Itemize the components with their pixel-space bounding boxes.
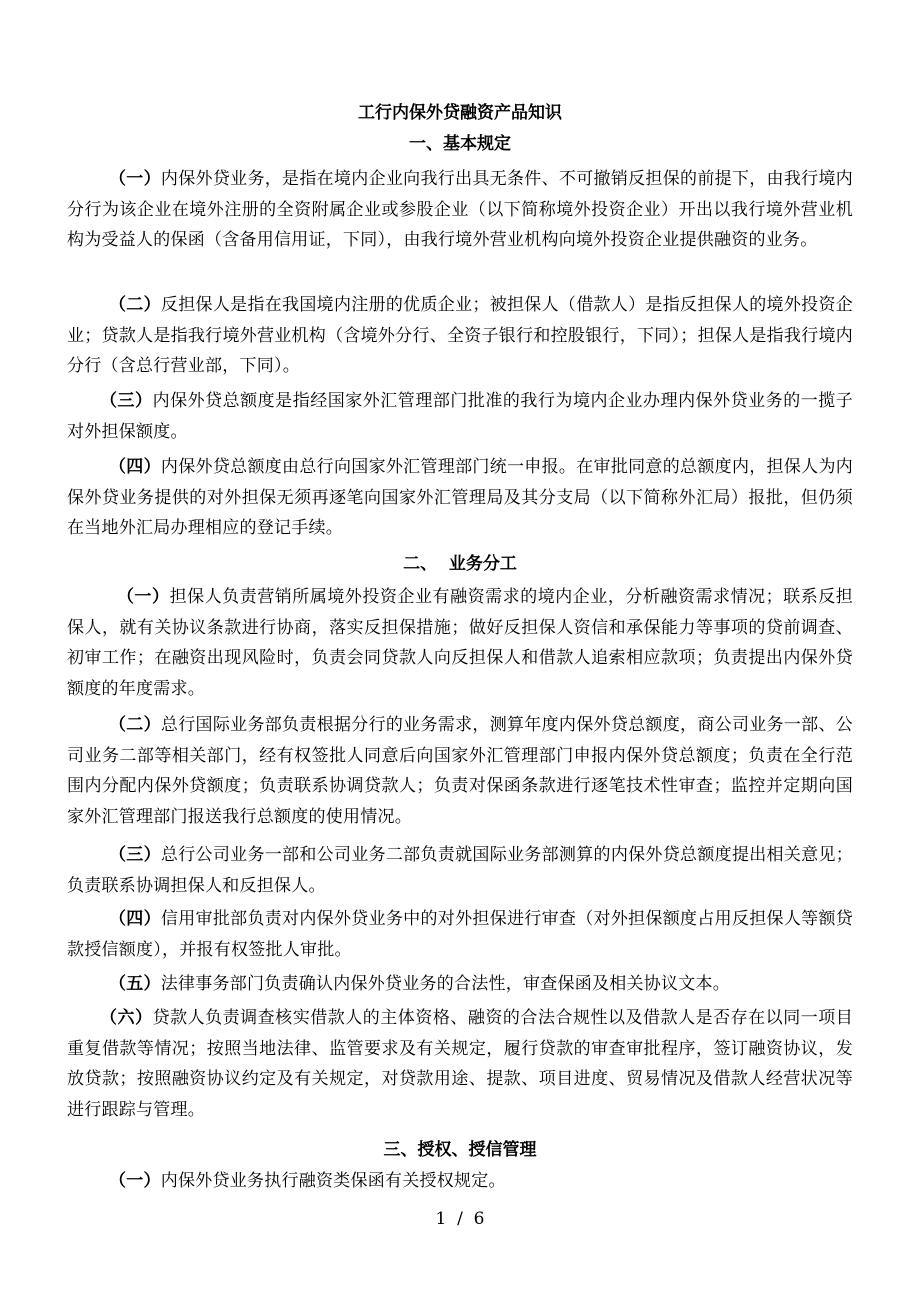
page-number: 1 / 6: [435, 1209, 485, 1229]
paragraph-number: （二）: [109, 715, 161, 735]
paragraph-text: 总行国际业务部负责根据分行的业务需求，测算年度内保外贷总额度，商公司业务一部、公司业务二部等相关部门，经有权签批人同意后向国家外汇管理部门申报内保外贷总额度；负责在全行范围内分配内保外贷额度；负责联系协调贷款人；负责对保函条款进行逐笔技术性审查；监控并定期向国家外汇管理部门报送我行总额度的使用情况。: [67, 715, 854, 827]
section-heading-3: 三、授权、授信管理: [383, 1140, 537, 1160]
paragraph-number: （一）: [109, 1171, 161, 1191]
paragraph: [67, 710, 853, 832]
paragraph-text: 内保外贷总额度是指经国家外汇管理部门批准的我行为境内企业办理内保外贷业务的一揽子对外担保额度。: [67, 391, 854, 442]
paragraph: [67, 164, 853, 256]
paragraph-number: （三）: [109, 845, 161, 865]
paragraph-number: （一）: [109, 169, 161, 189]
paragraph-number: （三）: [100, 391, 153, 411]
paragraph: [67, 290, 853, 382]
paragraph: [67, 840, 853, 901]
paragraph: [67, 452, 853, 544]
paragraph-text: 担保人负责营销所属境外投资企业有融资需求的境内企业，分析融资需求情况；联系反担保人，就有关协议条款进行协商，落实反担保措施；做好反担保人资信和承保能力等事项的贷前调查、初审工作；在融资出现风险时，负责会同贷款人向反担保人和借款人追索相应款项；负责提出内保外贷额度的年度需求。: [67, 587, 854, 699]
paragraph-text: 信用审批部负责对内保外贷业务中的对外担保进行审查（对外担保额度占用反担保人等额贷款授信额度），并报有权签批人审批。: [67, 909, 854, 960]
paragraph-text: 内保外贷总额度由总行向国家外汇管理部门统一申报。在审批同意的总额度内，担保人为内保外贷业务提供的对外担保无须再逐笔向国家外汇管理局及其分支局（以下简称外汇局）报批，但仍须在当地外汇局办理相应的登记手续。: [67, 457, 854, 538]
section-heading-1: 一、基本规定: [409, 134, 511, 154]
paragraph-number: （四）: [109, 457, 161, 477]
paragraph-number: （四）: [109, 909, 161, 929]
paragraph-text: 总行公司业务一部和公司业务二部负责就国际业务部测算的内保外贷总额度提出相关意见；负责联系协调担保人和反担保人。: [67, 845, 854, 896]
document-title: 工行内保外贷融资产品知识: [358, 103, 562, 123]
paragraph-number: （五）: [109, 974, 161, 994]
paragraph: [67, 969, 853, 1000]
paragraph-text: 法律事务部门负责确认内保外贷业务的合法性，审查保函及相关协议文本。: [160, 974, 730, 994]
paragraph-number: （一）: [117, 587, 170, 607]
paragraph-number: （二）: [109, 295, 161, 315]
paragraph: [67, 386, 853, 447]
paragraph: [67, 904, 853, 965]
paragraph-text: 反担保人是指在我国境内注册的优质企业；被担保人（借款人）是指反担保人的境外投资企业；贷款人是指我行境外营业机构（含境外分行、全资子银行和控股银行，下同）；担保人是指我行境内分行（含总行营业部，下同）。: [67, 295, 854, 376]
paragraph: [67, 1166, 853, 1197]
paragraph-text: 内保外贷业务执行融资类保函有关授权规定。: [160, 1171, 506, 1191]
paragraph-number: （六）: [100, 1008, 153, 1028]
paragraph: [67, 582, 853, 704]
section-heading-2: 二、 业务分工: [403, 554, 517, 574]
paragraph-text: 内保外贷业务，是指在境内企业向我行出具无条件、不可撤销反担保的前提下，由我行境内分行为该企业在境外注册的全资附属企业或参股企业（以下简称境外投资企业）开出以我行境外营业机构为受益人的保函（含备用信用证，下同），由我行境外营业机构向境外投资企业提供融资的业务。: [67, 169, 854, 250]
paragraph-text: 贷款人负责调查核实借款人的主体资格、融资的合法合规性以及借款人是否存在以同一项目重复借款等情况；按照当地法律、监管要求及有关规定，履行贷款的审查审批程序，签订融资协议，发放贷款；按照融资协议约定及有关规定，对贷款用途、提款、项目进度、贸易情况及借款人经营状况等进行跟踪与管理。: [67, 1008, 854, 1120]
paragraph: [67, 1003, 853, 1125]
